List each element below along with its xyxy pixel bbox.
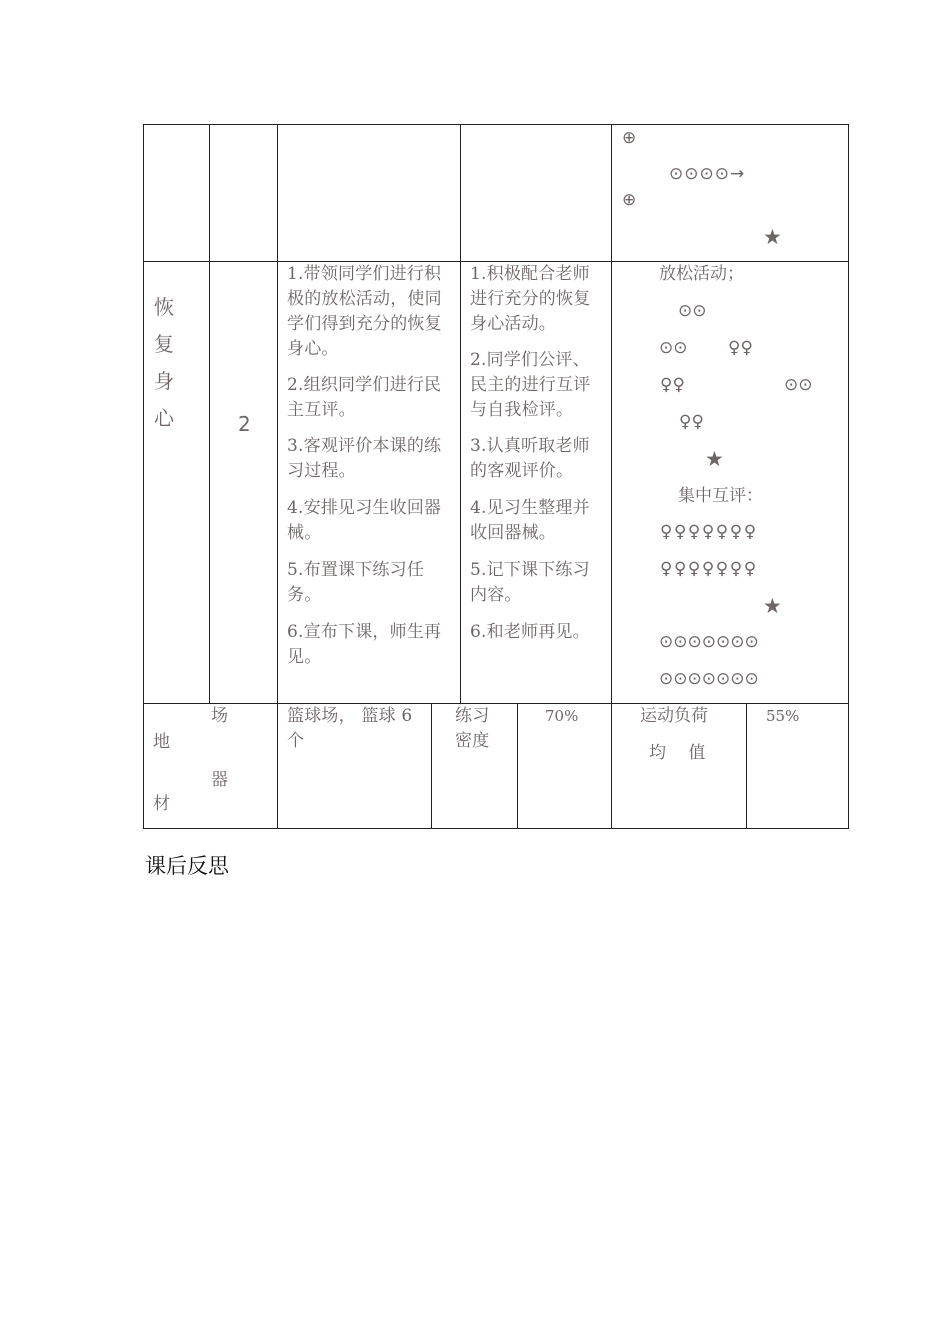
target-marker-1: ⊕	[622, 128, 637, 148]
exercise-load-value: 55%	[766, 707, 800, 725]
student-step: 6.和老师再见。	[470, 622, 590, 642]
teacher-step: 1.带领同学们进行积极的放松活动，使同学们得到充分的恢复身心。	[287, 264, 442, 359]
student-step: 5.记下课下练习内容。	[470, 560, 590, 605]
boys-row: ⊙⊙⊙⊙⊙⊙⊙	[659, 669, 759, 689]
review-label: 集中互评：	[678, 486, 763, 506]
student-step: 2.同学们公评、民主的进行互评与自我检评。	[470, 350, 591, 420]
teacher-step: 3.客观评价本课的练习过程。	[287, 436, 442, 481]
girls-row: ♀♀♀♀♀♀♀	[660, 559, 758, 579]
teacher-step: 5.布置课下练习任务。	[287, 560, 425, 605]
relax-label: 放松活动；	[659, 264, 744, 284]
teacher-step: 2.组织同学们进行民主互评。	[287, 375, 442, 420]
boys-pair: ⊙⊙	[784, 375, 813, 395]
exercise-load-label-2: 均 值	[649, 743, 706, 763]
girls-pair: ♀♀	[660, 375, 685, 395]
girls-pair: ♀♀	[728, 338, 753, 358]
boys-row: ⊙⊙⊙⊙⊙⊙⊙	[659, 632, 759, 652]
boys-pair: ⊙⊙	[678, 301, 707, 321]
student-step: 1.积极配合老师进行充分的恢复身心活动。	[470, 264, 591, 334]
teacher-step: 4.安排见习生收回器械。	[287, 498, 442, 543]
girls-row: ♀♀♀♀♀♀♀	[660, 522, 758, 542]
girls-pair: ♀♀	[679, 412, 704, 432]
teacher-star-icon: ★	[763, 594, 782, 618]
target-marker-2: ⊕	[622, 190, 637, 210]
time-minutes: 2	[238, 412, 251, 436]
venue-equipment-value: 篮球场， 篮球 6 个	[287, 706, 413, 751]
practice-density-label: 练习密度	[455, 706, 490, 751]
lesson-plan-page: ⊕ ⊙⊙⊙⊙→ ⊕ ★ 恢 复 身 心 2 1.带领同学们进行积极的放松活动，使同学们得到充分的恢复身心。 2.组织同学们进行民主互评。 3.客观评价本课的练习过程。 4.安排见习生收回器械。 5.布置课下练习任务。 6.宣布下课，师生再见。 1.积极配合老师进行充分的恢复身心活动。 2.同学们公评、民主的进行互评与自我检评。 3.认真听取老师的客观评价。 4.见习生整理并收回器械。 5.记下课下练习内容。 6.和老师再见。 放松活动； ⊙⊙ ⊙⊙ ♀♀ ♀♀ ⊙⊙ ♀♀ ★ 集中互评： ♀♀♀♀♀♀♀ ♀♀♀♀♀♀♀ ★ ⊙⊙⊙⊙⊙⊙⊙ ⊙⊙⊙⊙⊙⊙⊙ 场 地 器 材 篮球场， 篮球 6 个 练习密度 70% 运动负荷 均 值 55% 课后反思	[0, 0, 950, 1344]
practice-density-value: 70%	[545, 707, 579, 725]
boys-pair: ⊙⊙	[659, 338, 688, 358]
teacher-step: 6.宣布下课，师生再见。	[287, 622, 442, 667]
exercise-load-label: 运动负荷	[640, 706, 708, 726]
teacher-star-icon: ★	[763, 225, 782, 249]
reflection-heading: 课后反思	[145, 854, 229, 878]
student-step: 4.见习生整理并收回器械。	[470, 498, 590, 543]
teacher-star-icon: ★	[705, 447, 724, 471]
student-step: 3.认真听取老师的客观评价。	[470, 436, 590, 481]
players-arrow-row: ⊙⊙⊙⊙→	[669, 164, 746, 184]
